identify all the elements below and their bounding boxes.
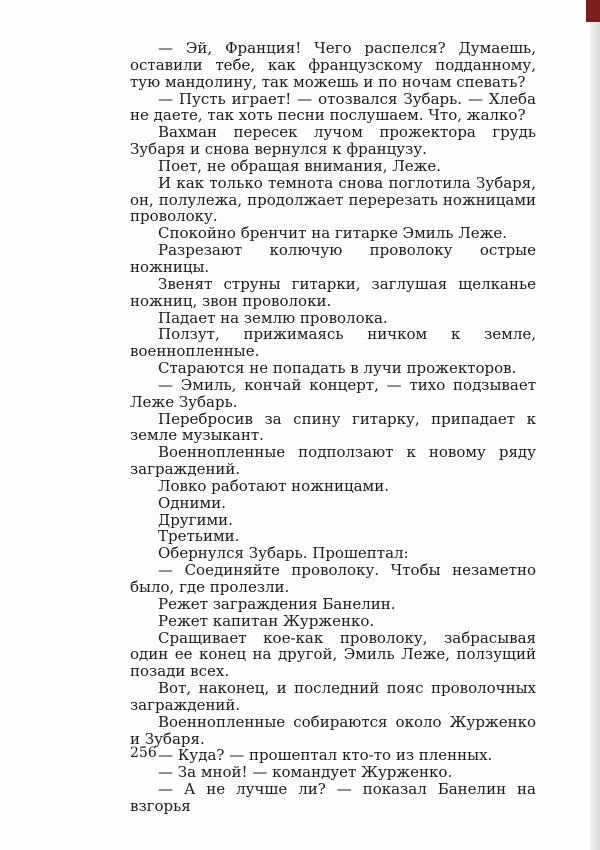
page-number: 256 bbox=[130, 745, 157, 761]
paragraph: Стараются не попадать в лучи прожекторов. bbox=[158, 359, 517, 378]
paragraph: Военнопленные подползают к новому ряду заграждений. bbox=[130, 443, 536, 479]
corner-mark bbox=[586, 0, 600, 22]
paragraph: Одними. bbox=[158, 493, 226, 512]
paragraph: Обернулся Зубарь. Прошептал: bbox=[158, 544, 409, 563]
paragraph: Ползут, прижимаясь ничком к земле, военнопленные. bbox=[130, 325, 536, 361]
paragraph: Ловко работают ножницами. bbox=[158, 476, 389, 495]
paragraph: Разрезают колючую проволоку острые ножницы. bbox=[130, 241, 536, 276]
paragraph: Перебросив за спину гитарку, припадает к земле музыкант. bbox=[130, 409, 536, 445]
paragraph: Режет заграждения Банелин. bbox=[158, 594, 396, 613]
paragraph: — А не лучше ли? — показал Банелин на взгорья bbox=[130, 780, 536, 815]
paragraph: — Эмиль, кончай концерт, — тихо подзывает Леже Зубарь. bbox=[130, 375, 536, 411]
paragraph: — Эй, Франция! Чего распелся? Думаешь, оставили тебе, как французскому подданному, тую мандолину, так можешь и по ночам спевать? bbox=[130, 39, 536, 91]
paragraph: Режет капитан Журженко. bbox=[158, 611, 375, 630]
paragraph: — Соединяйте проволоку. Чтобы незаметно было, где пролезли. bbox=[130, 561, 536, 596]
paragraph: Вот, наконец, и последний пояс проволочных заграждений. bbox=[130, 679, 536, 714]
paragraph: И как только темнота снова поглотила Зубаря, он, полулежа, продолжает перерезать ножницами проволоку. bbox=[130, 173, 536, 226]
paragraph: Другими. bbox=[158, 510, 233, 529]
paragraph: Военнопленные собираются около Журженко и Зубаря. bbox=[130, 712, 536, 748]
paragraph: Сращивает кое-как проволоку, забрасывая один ее конец на другой, Эмиль Леже, ползущий позади всех. bbox=[130, 628, 536, 681]
paragraph: Звенят струны гитарки, заглушая щелканье ножниц, звон проволоки. bbox=[130, 274, 536, 310]
paragraph: Третьими. bbox=[158, 527, 240, 546]
paragraph: Спокойно бренчит на гитарке Эмиль Леже. bbox=[158, 224, 508, 243]
paragraph: — Куда? — прошептал кто-то из пленных. bbox=[158, 746, 493, 765]
paragraph: Вахман пересек лучом прожектора грудь Зубаря и снова вернулся к французу. bbox=[130, 123, 536, 159]
page-edge-shadow bbox=[590, 0, 600, 850]
body-text bbox=[130, 40, 536, 815]
paragraph: Поет, не обращая внимания, Леже. bbox=[158, 156, 442, 175]
paragraph: — За мной! — командует Журженко. bbox=[158, 763, 453, 782]
paragraph: Падает на землю проволока. bbox=[158, 308, 388, 327]
paragraph: — Пусть играет! — отозвался Зубарь. — Хлеба не даете, так хоть песни послушаем. Что, жалко? bbox=[130, 89, 536, 125]
